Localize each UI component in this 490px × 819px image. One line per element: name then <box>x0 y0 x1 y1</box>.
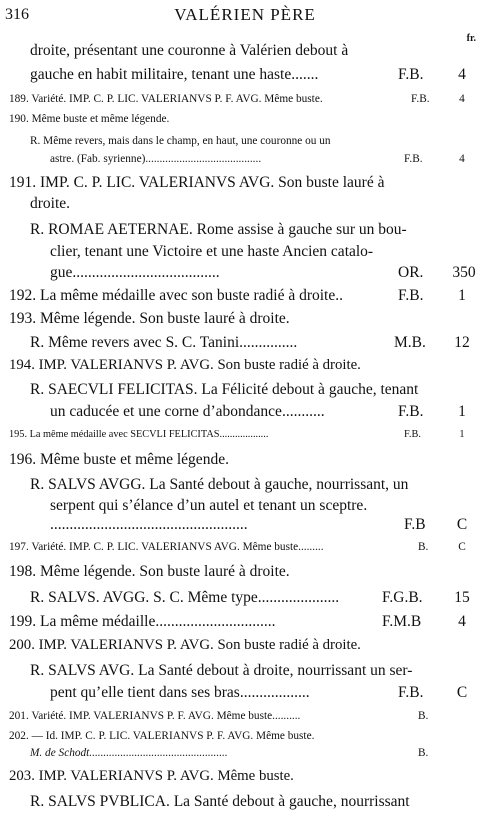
line-grade: F.G.B. <box>382 589 423 606</box>
line-price: 4 <box>459 93 465 105</box>
line-text: R. SALVS AVG. La Santé debout à droite, nourrissant un ser- <box>30 662 413 679</box>
line-grade: F.B. <box>411 93 430 105</box>
line-grade: F.B. <box>398 66 424 83</box>
line-grade: B. <box>418 710 429 722</box>
line-grade: F.B <box>404 516 426 533</box>
line-text: 189. Variété. IMP. C. P. LIC. VALERIANVS P. F. AVG. Même buste. <box>9 93 323 105</box>
line-text: 197. Variété. IMP. C. P. LIC. VALERIANVS AVG. Même buste......... <box>9 541 324 553</box>
line-price: 15 <box>454 589 470 606</box>
line-text: 196. Même buste et même légende. <box>9 451 229 468</box>
line-text: R. SALVS PVBLICA. La Santé debout à gauche, nourrissant <box>30 793 410 810</box>
line-grade: F.B. <box>404 429 421 440</box>
page-title: VALÉRIEN PÈRE <box>174 5 316 24</box>
line-price: 12 <box>454 334 470 351</box>
line-price: C <box>456 684 468 701</box>
price-column-label: fr. <box>466 33 476 44</box>
line-text: R. Même revers avec S. C. Tanini............... <box>30 334 298 351</box>
line-text: 194. IMP. VALERIANVS P. AVG. Son buste radié à droite. <box>9 357 361 373</box>
line-price: C <box>458 541 466 553</box>
line-grade: B. <box>418 747 429 759</box>
line-text: 203. IMP. VALERIANVS P. AVG. Même buste. <box>9 768 294 784</box>
line-text: 202. — Id. IMP. C. P. LIC. VALERIANVS P. F. AVG. Même buste. <box>9 730 315 742</box>
line-text: 198. Même légende. Son buste lauré à droite. <box>9 563 290 580</box>
line-text: R. SALVS. AVGG. S. C. Même type..................... <box>30 589 340 606</box>
line-text: R. SAECVLI FELICITAS. La Félicité debout à gauche, tenant <box>30 381 419 398</box>
line-price: 4 <box>458 613 466 630</box>
line-text: droite. <box>30 195 71 212</box>
line-text: gauche en habit militaire, tenant une haste....... <box>30 66 319 83</box>
line-text: gue...................................... <box>50 264 220 281</box>
line-text: 195. La même médaille avec SECVLI FELICITAS................... <box>9 429 269 440</box>
line-text: ................................................... <box>50 516 248 533</box>
line-price: 4 <box>458 66 466 83</box>
line-price: 1 <box>458 403 466 420</box>
line-text: 190. Même buste et même légende. <box>9 113 170 125</box>
line-text: R. ROMAE AETERNAE. Rome assise à gauche sur un bou- <box>30 221 407 238</box>
line-grade: F.M.B <box>382 613 422 630</box>
line-grade: F.B. <box>398 287 424 304</box>
line-grade: M.B. <box>394 334 426 351</box>
line-grade: F.B. <box>398 403 424 420</box>
line-text: droite, présentant une couronne à Valérien debout à <box>30 42 349 59</box>
line-text: clier, tenant une Victoire et une haste Ancien catalo- <box>50 243 374 260</box>
line-text: M. de Schodt................................................. <box>30 747 228 759</box>
line-price: 1 <box>459 429 465 440</box>
line-grade: F.B. <box>398 684 424 701</box>
line-text: 193. Même légende. Son buste lauré à droite. <box>9 310 290 327</box>
line-grade: OR. <box>398 264 424 281</box>
line-price: C <box>456 516 468 533</box>
line-text: 200. IMP. VALERIANVS P. AVG. Son buste radié à droite. <box>9 637 361 653</box>
line-text: un caducée et une corne d’abondance........... <box>50 403 325 420</box>
line-price: 4 <box>459 153 465 165</box>
line-text: astre. (Fab. syrienne)......................................... <box>50 153 262 165</box>
line-grade: F.B. <box>404 153 423 165</box>
page-number: 316 <box>5 6 29 23</box>
line-price: 1 <box>458 287 466 304</box>
line-text: pent qu’elle tient dans ses bras.................. <box>50 684 310 701</box>
line-text: serpent qui s’élance d’un autel et tenant un sceptre. <box>50 497 368 514</box>
line-text: R. SALVS AVGG. La Santé debout à gauche, nourrissant, un <box>30 476 409 493</box>
line-text: 199. La même médaille............................... <box>9 613 276 630</box>
line-grade: B. <box>418 541 429 553</box>
line-text: 201. Variété. IMP. VALERIANVS P. F. AVG. Même buste.......... <box>9 710 301 722</box>
line-price: 350 <box>452 264 476 281</box>
line-text: 191. IMP. C. P. LIC. VALERIANVS AVG. Son buste lauré à <box>9 174 385 191</box>
line-text: R. Même revers, mais dans le champ, en haut, une couronne ou un <box>30 135 331 147</box>
line-text: 192. La même médaille avec son buste radié à droite.. <box>9 287 343 304</box>
